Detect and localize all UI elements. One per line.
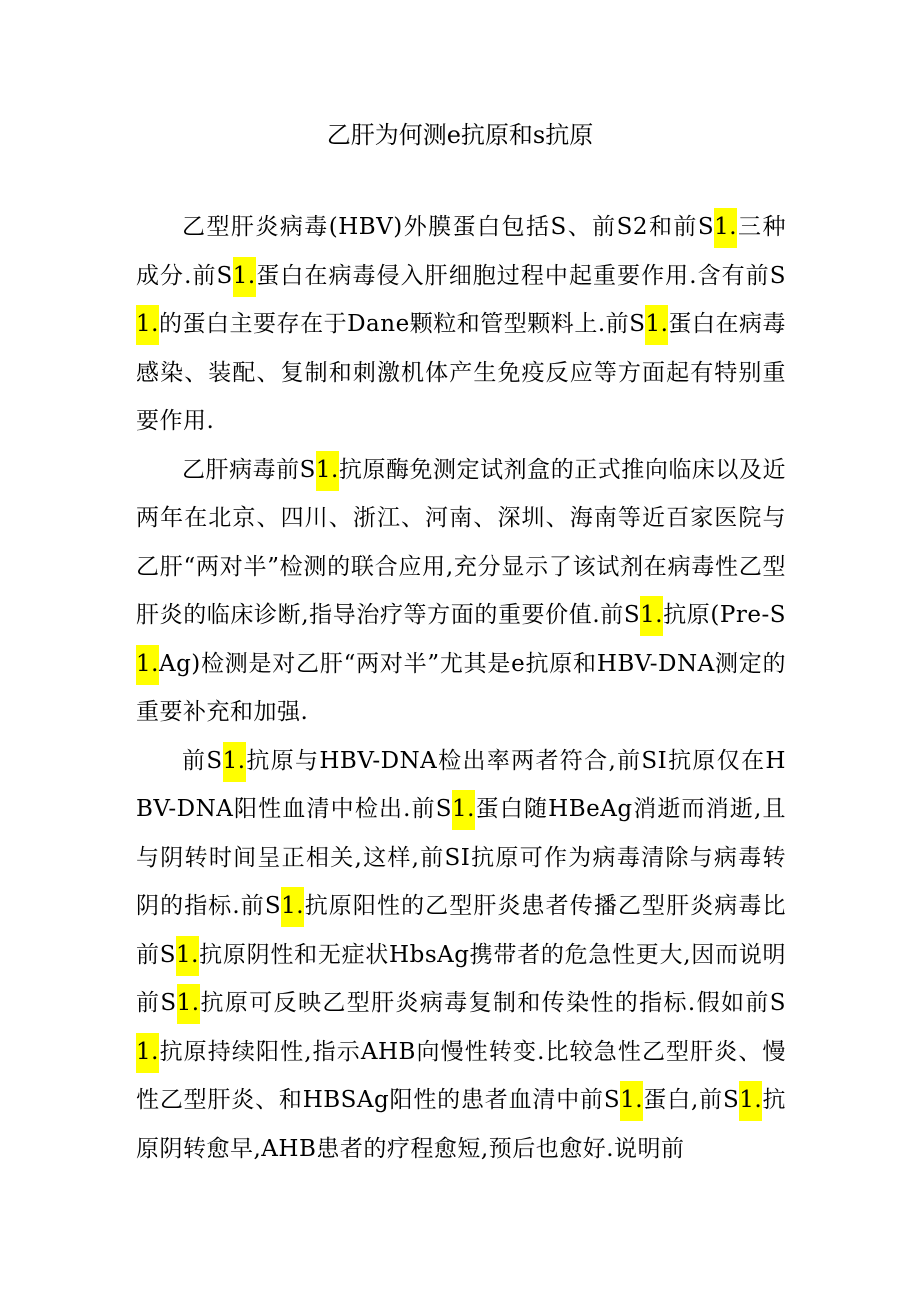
text-run: 抗原(Pre-S [663,602,786,628]
highlighted-text: 1. [177,984,200,1024]
text-run: 蛋白在病毒侵入肝细胞过程中起重要作用.含有前S [255,262,786,289]
highlighted-text: 1. [136,1033,159,1073]
paragraph [136,203,786,446]
highlighted-text: 1. [136,645,159,685]
text-run: 的蛋白主要存在于Dane颗粒和管型颗料上.前S [158,311,646,337]
text-run: 抗原与HBV-DNA检出率两者符合,前SI抗原仅在HBV-DNA阳性血清中检出.前S [136,747,786,822]
text-run: 抗原阳性的乙型肝炎患者传播乙型肝炎病毒比前S [136,893,786,968]
highlighted-text: 1. [176,936,199,976]
text-run: 前S [182,747,223,774]
text-run: 蛋白在病毒感染、装配、复制和刺激机体产生免疫反应等方面起有特别重要作用. [136,311,786,434]
text-run: 三种成分.前S [136,214,787,289]
highlighted-text: 1. [739,1081,762,1121]
document-title: 乙肝为何测e抗原和s抗原 [326,121,594,149]
highlighted-text: 1. [233,257,256,297]
paragraph [136,737,786,1174]
text-run: 抗原持续阳性,指示AHB向慢性转变.比较急性乙型肝炎、慢性乙型肝炎、和HBSAg阳性的患者血清中前S [136,1038,786,1113]
text-run: 抗原阴转愈早,AHB患者的疗程愈短,预后也愈好.说明前 [136,1087,787,1162]
paragraph [136,446,786,737]
highlighted-text: 1. [136,305,159,345]
text-run: 抗原阴性和无症状HbsAg携带者的危急性更大,因而说明前S [136,941,786,1016]
highlighted-text: 1. [620,1081,643,1121]
highlighted-text: 1. [645,305,668,345]
highlighted-text: 1. [316,451,339,491]
text-run: 乙肝病毒前S [182,456,316,483]
text-run: 乙型肝炎病毒(HBV)外膜蛋白包括S、前S2和前S [182,214,715,240]
highlighted-text: 1. [714,208,737,248]
highlighted-text: 1. [223,742,246,782]
document-body [136,203,786,1173]
highlighted-text: 1. [452,790,475,830]
text-run: 蛋白,前S [643,1087,740,1113]
highlighted-text: 1. [640,596,663,636]
highlighted-text: 1. [281,887,304,927]
text-run: 抗原酶免测定试剂盒的正式推向临床以及近两年在北京、四川、浙江、河南、深圳、海南等近百家医院与乙肝“两对半”检测的联合应用,充分显示了该试剂在病毒性乙型肝炎的临床诊断,指导治疗等方面的重要价值.前S [136,456,786,628]
text-run: 抗原可反映乙型肝炎病毒复制和传染性的指标.假如前S [199,990,786,1016]
text-run: 蛋白随HBeAg消逝而消逝,且与阴转时间呈正相关,这样,前SI抗原可作为病毒清除与病毒转阴的指标.前S [136,796,786,919]
text-run: Ag)检测是对乙肝“两对半”尤其是e抗原和HBV-DNA测定的重要补充和加强. [136,650,786,725]
